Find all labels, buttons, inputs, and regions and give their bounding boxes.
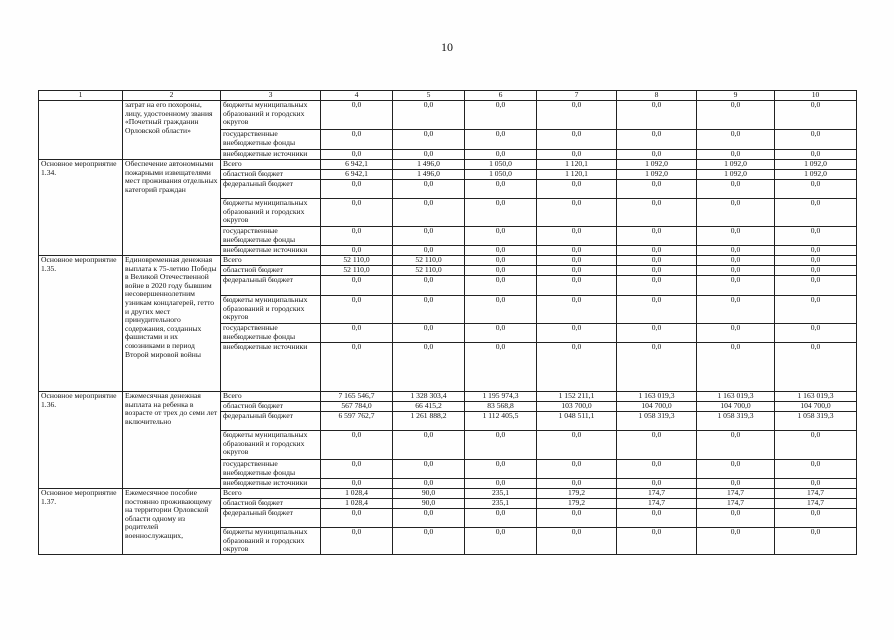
amount-cell: 0,0 bbox=[697, 266, 775, 276]
amount-cell: 0,0 bbox=[393, 130, 465, 150]
amount-cell: 0,0 bbox=[393, 479, 465, 489]
amount-cell: 0,0 bbox=[697, 460, 775, 479]
amount-cell: 0,0 bbox=[537, 460, 617, 479]
amount-cell: 0,0 bbox=[537, 256, 617, 266]
funding-source: государственные внебюджетные фонды bbox=[221, 227, 321, 246]
column-number: 1 bbox=[39, 91, 123, 101]
amount-cell: 52 110,0 bbox=[393, 266, 465, 276]
amount-cell: 0,0 bbox=[617, 431, 697, 460]
amount-cell: 0,0 bbox=[775, 227, 857, 246]
amount-cell: 0,0 bbox=[393, 528, 465, 555]
amount-cell: 0,0 bbox=[617, 246, 697, 256]
amount-cell: 1 163 019,3 bbox=[617, 392, 697, 402]
amount-cell: 0,0 bbox=[697, 256, 775, 266]
funding-source: областной бюджет bbox=[221, 402, 321, 412]
amount-cell: 0,0 bbox=[775, 101, 857, 130]
amount-cell: 0,0 bbox=[617, 256, 697, 266]
amount-cell: 0,0 bbox=[697, 199, 775, 227]
amount-cell: 0,0 bbox=[465, 130, 537, 150]
amount-cell: 0,0 bbox=[321, 343, 393, 392]
amount-cell: 0,0 bbox=[537, 431, 617, 460]
amount-cell: 83 568,8 bbox=[465, 402, 537, 412]
amount-cell: 0,0 bbox=[393, 509, 465, 528]
amount-cell: 0,0 bbox=[697, 324, 775, 343]
amount-cell: 0,0 bbox=[393, 101, 465, 130]
amount-cell: 0,0 bbox=[775, 130, 857, 150]
amount-cell: 0,0 bbox=[321, 324, 393, 343]
amount-cell: 1 120,1 bbox=[537, 170, 617, 180]
funding-source: внебюджетные источники bbox=[221, 246, 321, 256]
amount-cell: 1 120,1 bbox=[537, 160, 617, 170]
amount-cell: 0,0 bbox=[465, 343, 537, 392]
amount-cell: 0,0 bbox=[465, 324, 537, 343]
funding-source: областной бюджет bbox=[221, 499, 321, 509]
amount-cell: 1 092,0 bbox=[697, 170, 775, 180]
amount-cell: 0,0 bbox=[393, 180, 465, 199]
amount-cell: 0,0 bbox=[617, 343, 697, 392]
amount-cell: 567 784,0 bbox=[321, 402, 393, 412]
amount-cell: 0,0 bbox=[393, 150, 465, 160]
funding-source: внебюджетные источники bbox=[221, 150, 321, 160]
amount-cell: 1 328 303,4 bbox=[393, 392, 465, 402]
amount-cell: 0,0 bbox=[465, 180, 537, 199]
amount-cell: 0,0 bbox=[465, 246, 537, 256]
amount-cell: 0,0 bbox=[321, 130, 393, 150]
amount-cell: 0,0 bbox=[321, 180, 393, 199]
amount-cell: 1 058 319,3 bbox=[697, 412, 775, 431]
amount-cell: 0,0 bbox=[537, 296, 617, 324]
amount-cell: 235,1 bbox=[465, 499, 537, 509]
amount-cell: 0,0 bbox=[321, 431, 393, 460]
amount-cell: 0,0 bbox=[321, 296, 393, 324]
amount-cell: 0,0 bbox=[697, 343, 775, 392]
column-number: 4 bbox=[321, 91, 393, 101]
amount-cell: 90,0 bbox=[393, 489, 465, 499]
amount-cell: 7 165 546,7 bbox=[321, 392, 393, 402]
amount-cell: 0,0 bbox=[617, 324, 697, 343]
amount-cell: 0,0 bbox=[321, 509, 393, 528]
amount-cell: 1 092,0 bbox=[617, 170, 697, 180]
amount-cell: 0,0 bbox=[465, 460, 537, 479]
amount-cell: 0,0 bbox=[775, 296, 857, 324]
amount-cell: 1 152 211,1 bbox=[537, 392, 617, 402]
amount-cell: 66 415,2 bbox=[393, 402, 465, 412]
amount-cell: 0,0 bbox=[465, 528, 537, 555]
column-number-row bbox=[39, 91, 857, 101]
funding-source: государственные внебюджетные фонды bbox=[221, 324, 321, 343]
amount-cell: 0,0 bbox=[537, 528, 617, 555]
funding-source: бюджеты муниципальных образований и городских округов bbox=[221, 101, 321, 130]
amount-cell: 0,0 bbox=[617, 460, 697, 479]
amount-cell: 104 700,0 bbox=[775, 402, 857, 412]
table-row bbox=[39, 101, 857, 130]
amount-cell: 1 496,0 bbox=[393, 170, 465, 180]
activity-code: Основное мероприятие 1.37. bbox=[39, 489, 123, 555]
amount-cell: 0,0 bbox=[775, 276, 857, 296]
amount-cell: 0,0 bbox=[321, 227, 393, 246]
amount-cell: 0,0 bbox=[393, 276, 465, 296]
amount-cell: 0,0 bbox=[617, 199, 697, 227]
funding-source: областной бюджет bbox=[221, 266, 321, 276]
amount-cell: 174,7 bbox=[775, 489, 857, 499]
amount-cell: 0,0 bbox=[465, 266, 537, 276]
funding-source: бюджеты муниципальных образований и городских округов bbox=[221, 296, 321, 324]
activity-name: Ежемесячное пособие постоянно проживающему на территории Орловской области одному из родителей военнослужащих, bbox=[123, 489, 221, 555]
amount-cell: 0,0 bbox=[465, 227, 537, 246]
table-row bbox=[39, 489, 857, 499]
amount-cell: 0,0 bbox=[697, 528, 775, 555]
amount-cell: 0,0 bbox=[617, 101, 697, 130]
activity-name: затрат на его похороны, лицу, удостоенному звания «Почетный гражданин Орловской области» bbox=[123, 101, 221, 160]
amount-cell: 0,0 bbox=[617, 266, 697, 276]
table-row bbox=[39, 256, 857, 266]
amount-cell: 0,0 bbox=[465, 431, 537, 460]
amount-cell: 0,0 bbox=[697, 246, 775, 256]
amount-cell: 0,0 bbox=[321, 150, 393, 160]
column-number: 3 bbox=[221, 91, 321, 101]
activity-code: Основное мероприятие 1.35. bbox=[39, 256, 123, 392]
amount-cell: 1 050,0 bbox=[465, 170, 537, 180]
amount-cell: 0,0 bbox=[697, 509, 775, 528]
amount-cell: 0,0 bbox=[393, 246, 465, 256]
amount-cell: 0,0 bbox=[617, 180, 697, 199]
amount-cell: 0,0 bbox=[537, 479, 617, 489]
amount-cell: 0,0 bbox=[617, 150, 697, 160]
amount-cell: 0,0 bbox=[465, 296, 537, 324]
funding-source: государственные внебюджетные фонды bbox=[221, 130, 321, 150]
table-row bbox=[39, 392, 857, 402]
amount-cell: 0,0 bbox=[537, 180, 617, 199]
amount-cell: 179,2 bbox=[537, 489, 617, 499]
amount-cell: 174,7 bbox=[617, 489, 697, 499]
amount-cell: 0,0 bbox=[321, 101, 393, 130]
amount-cell: 1 195 974,3 bbox=[465, 392, 537, 402]
amount-cell: 0,0 bbox=[537, 343, 617, 392]
amount-cell: 0,0 bbox=[393, 460, 465, 479]
amount-cell: 0,0 bbox=[537, 150, 617, 160]
amount-cell: 6 942,1 bbox=[321, 170, 393, 180]
amount-cell: 1 163 019,3 bbox=[697, 392, 775, 402]
column-number: 6 bbox=[465, 91, 537, 101]
funding-source: бюджеты муниципальных образований и городских округов bbox=[221, 528, 321, 555]
amount-cell: 1 092,0 bbox=[617, 160, 697, 170]
amount-cell: 174,7 bbox=[617, 499, 697, 509]
page-number: 10 bbox=[441, 40, 453, 54]
amount-cell: 1 028,4 bbox=[321, 499, 393, 509]
amount-cell: 0,0 bbox=[775, 431, 857, 460]
amount-cell: 179,2 bbox=[537, 499, 617, 509]
activity-name: Единовременная денежная выплата к 75-летию Победы в Великой Отечественной войне в 2020 году бывшим несовершеннолетним узникам концлагерей, гетто и других мест принудительного содержания, созданных фашистами и их союзниками в период Второй мировой войны bbox=[123, 256, 221, 392]
amount-cell: 90,0 bbox=[393, 499, 465, 509]
amount-cell: 0,0 bbox=[697, 479, 775, 489]
funding-source: федеральный бюджет bbox=[221, 180, 321, 199]
amount-cell: 0,0 bbox=[775, 509, 857, 528]
amount-cell: 6 942,1 bbox=[321, 160, 393, 170]
activity-name: Обеспечение автономными пожарными извещателями мест проживания отдельных категорий граждан bbox=[123, 160, 221, 256]
column-number: 8 bbox=[617, 91, 697, 101]
amount-cell: 0,0 bbox=[537, 227, 617, 246]
amount-cell: 1 028,4 bbox=[321, 489, 393, 499]
amount-cell: 0,0 bbox=[697, 431, 775, 460]
amount-cell: 1 050,0 bbox=[465, 160, 537, 170]
amount-cell: 0,0 bbox=[537, 276, 617, 296]
amount-cell: 0,0 bbox=[537, 199, 617, 227]
amount-cell: 0,0 bbox=[775, 256, 857, 266]
amount-cell: 104 700,0 bbox=[617, 402, 697, 412]
amount-cell: 1 163 019,3 bbox=[775, 392, 857, 402]
amount-cell: 1 092,0 bbox=[775, 160, 857, 170]
amount-cell: 0,0 bbox=[697, 296, 775, 324]
activity-name: Ежемесячная денежная выплата на ребенка в возрасте от трех до семи лет включительно bbox=[123, 392, 221, 489]
amount-cell: 174,7 bbox=[697, 489, 775, 499]
budget-table bbox=[38, 90, 857, 555]
funding-source: областной бюджет bbox=[221, 170, 321, 180]
amount-cell: 0,0 bbox=[775, 150, 857, 160]
amount-cell: 0,0 bbox=[321, 528, 393, 555]
amount-cell: 0,0 bbox=[537, 130, 617, 150]
amount-cell: 0,0 bbox=[465, 276, 537, 296]
amount-cell: 1 261 888,2 bbox=[393, 412, 465, 431]
amount-cell: 0,0 bbox=[617, 509, 697, 528]
amount-cell: 0,0 bbox=[465, 256, 537, 266]
amount-cell: 0,0 bbox=[617, 528, 697, 555]
amount-cell: 0,0 bbox=[775, 199, 857, 227]
amount-cell: 0,0 bbox=[321, 246, 393, 256]
amount-cell: 0,0 bbox=[465, 199, 537, 227]
activity-code: Основное мероприятие 1.36. bbox=[39, 392, 123, 489]
amount-cell: 103 700,0 bbox=[537, 402, 617, 412]
funding-source: федеральный бюджет bbox=[221, 509, 321, 528]
amount-cell: 1 048 511,1 bbox=[537, 412, 617, 431]
amount-cell: 0,0 bbox=[465, 509, 537, 528]
amount-cell: 0,0 bbox=[775, 479, 857, 489]
column-number: 7 bbox=[537, 91, 617, 101]
funding-source: федеральный бюджет bbox=[221, 276, 321, 296]
column-number: 10 bbox=[775, 91, 857, 101]
amount-cell: 0,0 bbox=[617, 296, 697, 324]
amount-cell: 0,0 bbox=[393, 227, 465, 246]
amount-cell: 0,0 bbox=[537, 266, 617, 276]
amount-cell: 0,0 bbox=[465, 150, 537, 160]
column-number: 5 bbox=[393, 91, 465, 101]
amount-cell: 0,0 bbox=[697, 180, 775, 199]
column-number: 2 bbox=[123, 91, 221, 101]
amount-cell: 0,0 bbox=[465, 101, 537, 130]
amount-cell: 0,0 bbox=[617, 227, 697, 246]
amount-cell: 1 058 319,3 bbox=[775, 412, 857, 431]
funding-source: бюджеты муниципальных образований и городских округов bbox=[221, 199, 321, 227]
funding-source: внебюджетные источники bbox=[221, 343, 321, 392]
amount-cell: 0,0 bbox=[775, 324, 857, 343]
amount-cell: 0,0 bbox=[775, 266, 857, 276]
funding-source: Всего bbox=[221, 256, 321, 266]
activity-code bbox=[39, 101, 123, 160]
amount-cell: 0,0 bbox=[393, 296, 465, 324]
amount-cell: 0,0 bbox=[537, 246, 617, 256]
amount-cell: 104 700,0 bbox=[697, 402, 775, 412]
amount-cell: 0,0 bbox=[697, 130, 775, 150]
activity-code: Основное мероприятие 1.34. bbox=[39, 160, 123, 256]
funding-source: федеральный бюджет bbox=[221, 412, 321, 431]
amount-cell: 52 110,0 bbox=[321, 266, 393, 276]
amount-cell: 0,0 bbox=[617, 479, 697, 489]
amount-cell: 0,0 bbox=[393, 343, 465, 392]
amount-cell: 0,0 bbox=[393, 324, 465, 343]
amount-cell: 0,0 bbox=[465, 479, 537, 489]
amount-cell: 0,0 bbox=[697, 101, 775, 130]
amount-cell: 1 058 319,3 bbox=[617, 412, 697, 431]
amount-cell: 52 110,0 bbox=[393, 256, 465, 266]
amount-cell: 0,0 bbox=[393, 199, 465, 227]
amount-cell: 0,0 bbox=[697, 276, 775, 296]
amount-cell: 174,7 bbox=[775, 499, 857, 509]
funding-source: государственные внебюджетные фонды bbox=[221, 460, 321, 479]
table-row bbox=[39, 160, 857, 170]
amount-cell: 0,0 bbox=[321, 199, 393, 227]
amount-cell: 6 597 762,7 bbox=[321, 412, 393, 431]
funding-source: Всего bbox=[221, 489, 321, 499]
amount-cell: 0,0 bbox=[775, 246, 857, 256]
amount-cell: 0,0 bbox=[537, 324, 617, 343]
amount-cell: 0,0 bbox=[393, 431, 465, 460]
amount-cell: 1 112 405,5 bbox=[465, 412, 537, 431]
amount-cell: 0,0 bbox=[617, 276, 697, 296]
amount-cell: 0,0 bbox=[697, 227, 775, 246]
amount-cell: 0,0 bbox=[775, 460, 857, 479]
amount-cell: 0,0 bbox=[775, 343, 857, 392]
amount-cell: 235,1 bbox=[465, 489, 537, 499]
column-number: 9 bbox=[697, 91, 775, 101]
amount-cell: 52 110,0 bbox=[321, 256, 393, 266]
amount-cell: 0,0 bbox=[321, 479, 393, 489]
funding-source: внебюджетные источники bbox=[221, 479, 321, 489]
amount-cell: 0,0 bbox=[775, 180, 857, 199]
amount-cell: 0,0 bbox=[537, 101, 617, 130]
amount-cell: 1 092,0 bbox=[775, 170, 857, 180]
amount-cell: 0,0 bbox=[537, 509, 617, 528]
funding-source: Всего bbox=[221, 392, 321, 402]
amount-cell: 1 496,0 bbox=[393, 160, 465, 170]
amount-cell: 174,7 bbox=[697, 499, 775, 509]
funding-source: бюджеты муниципальных образований и городских округов bbox=[221, 431, 321, 460]
funding-source: Всего bbox=[221, 160, 321, 170]
amount-cell: 0,0 bbox=[617, 130, 697, 150]
amount-cell: 0,0 bbox=[775, 528, 857, 555]
amount-cell: 0,0 bbox=[321, 460, 393, 479]
amount-cell: 1 092,0 bbox=[697, 160, 775, 170]
amount-cell: 0,0 bbox=[321, 276, 393, 296]
amount-cell: 0,0 bbox=[697, 150, 775, 160]
